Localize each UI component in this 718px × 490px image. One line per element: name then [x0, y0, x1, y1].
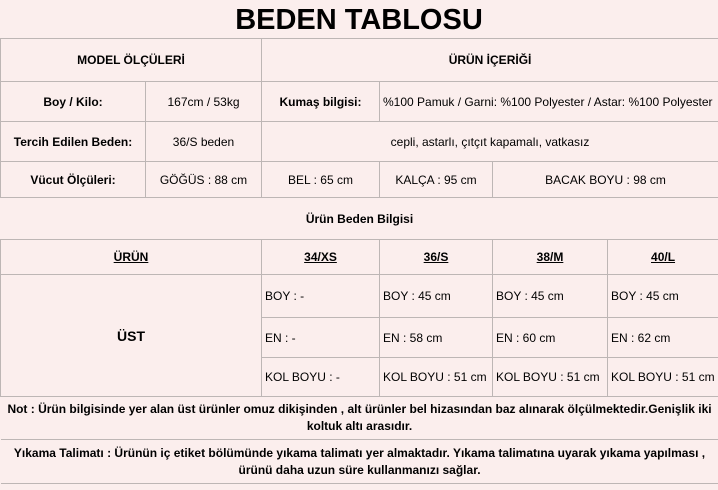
width-l: EN : 62 cm [608, 318, 718, 358]
preferred-size-label: Tercih Edilen Beden: [1, 122, 146, 162]
length-m: BOY : 45 cm [493, 275, 608, 318]
fabric-value: %100 Pamuk / Garni: %100 Polyester / Astar: %100 Polyester [380, 82, 718, 122]
length-xs: BOY : - [262, 275, 380, 318]
sleeve-length-s: KOL BOYU : 51 cm [380, 358, 493, 397]
size-header-m: 38/M [493, 240, 608, 275]
height-weight-value: 167cm / 53kg [146, 82, 262, 122]
sleeve-length-l: KOL BOYU : 51 cm [608, 358, 718, 397]
product-size-info-header: Ürün Beden Bilgisi [1, 198, 718, 240]
width-s: EN : 58 cm [380, 318, 493, 358]
product-content-header: ÜRÜN İÇERİĞİ [262, 39, 718, 82]
size-header-xs: 34/XS [262, 240, 380, 275]
washing-instructions: Yıkama Talimatı : Ürünün iç etiket bölümünde yıkama talimatı yer almaktadır. Yıkama talimatına uyarak yıkama yapılması , ürünü daha uzun süre kullanmanızı sağlar. [1, 440, 718, 484]
model-measurements-header: MODEL ÖLÇÜLERİ [1, 39, 262, 82]
chest-measurement: GÖĞÜS : 88 cm [146, 162, 262, 198]
width-m: EN : 60 cm [493, 318, 608, 358]
waist-measurement: BEL : 65 cm [262, 162, 380, 198]
sleeve-length-m: KOL BOYU : 51 cm [493, 358, 608, 397]
top-garment-label: ÜST [1, 275, 262, 397]
length-s: BOY : 45 cm [380, 275, 493, 318]
product-column-header: ÜRÜN [1, 240, 262, 275]
preferred-size-value: 36/S beden [146, 122, 262, 162]
fabric-label: Kumaş bilgisi: [262, 82, 380, 122]
size-header-s: 36/S [380, 240, 493, 275]
hip-measurement: KALÇA : 95 cm [380, 162, 493, 198]
leg-measurement: BACAK BOYU : 98 cm [493, 162, 718, 198]
page-title: BEDEN TABLOSU [235, 4, 483, 36]
size-header-l: 40/L [608, 240, 718, 275]
product-features: cepli, astarlı, çıtçıt kapamalı, vatkasız [262, 122, 718, 162]
measurement-note: Not : Ürün bilgisinde yer alan üst ürünler omuz dikişinden , alt ürünler bel hizasından baz alınarak ölçülmektedir.Genişlik iki koltuk altı arasıdır. [1, 397, 718, 440]
width-xs: EN : - [262, 318, 380, 358]
sleeve-length-xs: KOL BOYU : - [262, 358, 380, 397]
length-l: BOY : 45 cm [608, 275, 718, 318]
body-measurements-label: Vücut Ölçüleri: [1, 162, 146, 198]
height-weight-label: Boy / Kilo: [1, 82, 146, 122]
size-chart-table [0, 38, 718, 484]
